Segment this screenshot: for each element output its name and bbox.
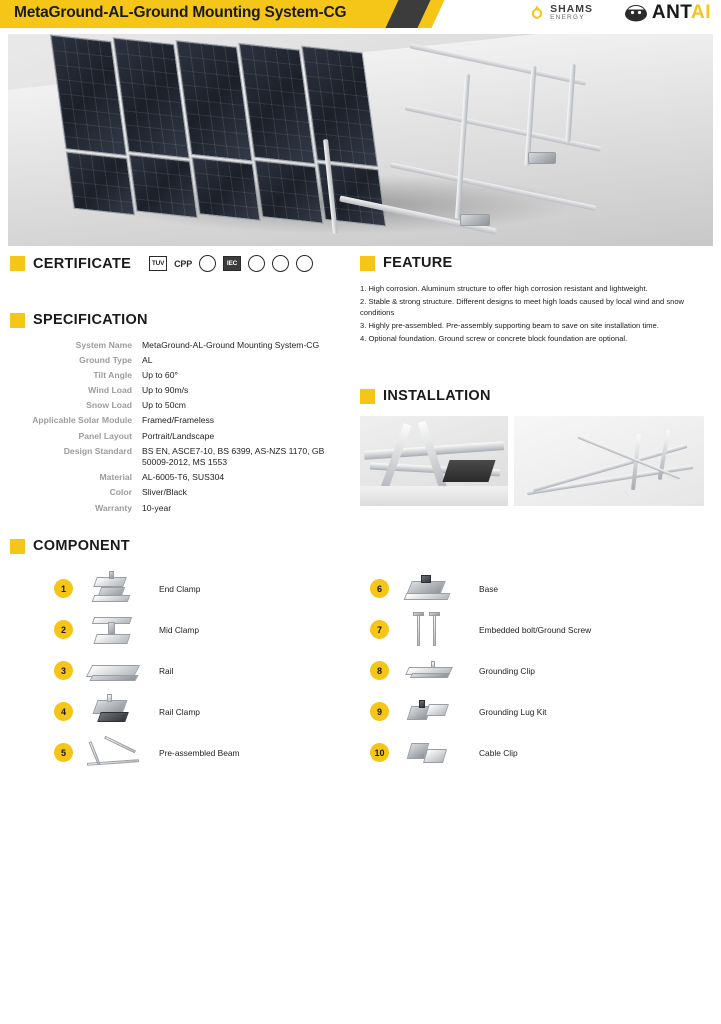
component-number: 3: [54, 661, 73, 680]
spec-label: System Name: [75, 340, 132, 350]
component-label: Base: [479, 583, 499, 594]
shams-logo-sub: ENERGY: [550, 14, 585, 22]
component-item-mid-clamp: [10, 609, 360, 650]
cable-clip-icon: [401, 735, 457, 771]
iec-badge-icon: IEC: [223, 256, 241, 271]
component-number: 6: [370, 579, 389, 598]
solar-panel: [66, 151, 135, 215]
base-icon: [401, 571, 457, 607]
specification-title: SPECIFICATION: [33, 312, 148, 328]
antai-logo-ant: ANT: [651, 2, 691, 23]
spec-row: [10, 385, 355, 397]
component-label: Grounding Lug Kit: [479, 706, 547, 717]
component-column-right: [360, 568, 710, 773]
component-number: 1: [54, 579, 73, 598]
antai-logo-ai: AI: [691, 2, 711, 23]
feature-item: 1. High corrosion. Aluminum structure to offer high corrosion resistant and lightweight.: [360, 284, 648, 293]
antai-emblem-icon: [624, 3, 648, 23]
component-label: Rail: [159, 665, 174, 676]
feature-heading: [360, 255, 712, 271]
ul-mark-badge-icon: [199, 255, 216, 272]
component-item-base: [360, 568, 710, 609]
grounding-clip-icon: [401, 653, 457, 689]
tuv-badge-icon: TUV: [149, 256, 167, 271]
spec-value: 10-year: [142, 502, 172, 513]
component-label: End Clamp: [159, 583, 201, 594]
component-columns: [10, 568, 710, 773]
sun-icon: [529, 5, 545, 21]
bracket-shape: [442, 460, 495, 482]
component-item-embedded-bolt: [360, 609, 710, 650]
spec-label: Applicable Solar Module: [32, 415, 132, 426]
spec-label: Material: [99, 472, 132, 483]
feature-section: [360, 255, 712, 346]
spec-label: Color: [109, 487, 132, 498]
end-clamp-icon: [85, 571, 141, 607]
mid-clamp-icon: [85, 612, 141, 648]
specification-section: [10, 312, 355, 518]
spec-label: Wind Load: [88, 385, 132, 396]
feature-item: 3. Highly pre-assembled. Pre-assembly supporting beam to save on site installation time.: [360, 321, 659, 330]
spec-row: [10, 487, 355, 499]
spec-value: MetaGround-AL-Ground Mounting System-CG: [142, 340, 320, 350]
component-item-rail: [10, 650, 360, 691]
spec-row: [10, 400, 355, 412]
spec-value: Up to 90m/s: [142, 385, 189, 396]
spec-label: Tilt Angle: [93, 370, 132, 381]
spec-label: Design Standard: [63, 445, 132, 456]
component-label: Grounding Clip: [479, 665, 535, 676]
q-mark-badge-icon: [248, 255, 265, 272]
feature-list: [360, 283, 712, 344]
solar-panel: [191, 157, 260, 221]
spec-row: [10, 472, 355, 484]
component-label: Rail Clamp: [159, 706, 200, 717]
spec-row: [10, 503, 355, 515]
spec-row: [10, 431, 355, 443]
component-number: 2: [54, 620, 73, 639]
foundation-base: [460, 214, 490, 226]
component-number: 10: [370, 743, 389, 762]
solar-panel: [129, 154, 198, 218]
component-column-left: [10, 568, 360, 773]
spec-row: [10, 415, 355, 427]
section-marker-icon: [360, 256, 375, 271]
installation-title: INSTALLATION: [383, 388, 491, 404]
spec-value: AL: [142, 355, 153, 366]
page-header: [0, 0, 721, 34]
ground-shape: [360, 486, 508, 506]
spec-value: AL-6005-T6, SUS304: [142, 472, 225, 483]
spec-label: Ground Type: [79, 355, 132, 366]
rail-icon: [85, 653, 141, 689]
ul-badge-icon: [296, 255, 313, 272]
section-marker-icon: [10, 313, 25, 328]
certificate-section: [10, 255, 340, 272]
component-label: Pre-assembled Beam: [159, 747, 240, 758]
shams-logo-text: [550, 4, 593, 22]
certificate-badges: [149, 255, 313, 272]
spec-value: Framed/Frameless: [142, 415, 215, 426]
installation-image-frame-assembly: [514, 416, 704, 506]
solar-panel: [254, 160, 323, 224]
page-title: MetaGround-AL-Ground Mounting System-CG: [14, 4, 347, 21]
grounding-lug-kit-icon: [401, 694, 457, 730]
component-number: 4: [54, 702, 73, 721]
specification-table: [10, 340, 355, 514]
spec-row: [10, 370, 355, 382]
section-marker-icon: [10, 539, 25, 554]
component-number: 8: [370, 661, 389, 680]
solar-panel-array: [49, 34, 432, 246]
sgs-badge-icon: [272, 255, 289, 272]
installation-images: [360, 416, 712, 506]
feature-item: 4. Optional foundation. Ground screw or concrete block foundation are optional.: [360, 334, 628, 343]
component-section: [10, 538, 710, 773]
component-number: 7: [370, 620, 389, 639]
shams-logo-name: SHAMS: [550, 3, 593, 15]
antai-logo-text: [652, 2, 711, 24]
foundation-base: [528, 152, 556, 164]
spec-row: [10, 355, 355, 367]
component-item-grounding-lug-kit: [360, 691, 710, 732]
spec-value: Sliver/Black: [142, 487, 187, 498]
spec-value: Portrait/Landscape: [142, 430, 215, 441]
component-label: Cable Clip: [479, 747, 518, 758]
feature-item: 2. Stable & strong structure. Different designs to meet high loads caused by local wind and snow conditions: [360, 297, 685, 317]
component-title: COMPONENT: [33, 538, 130, 554]
embedded-bolt-ground-screw-icon: [401, 612, 457, 648]
section-marker-icon: [360, 389, 375, 404]
pre-assembled-beam-icon: [85, 735, 141, 771]
component-item-grounding-clip: [360, 650, 710, 691]
component-item-pre-assembled-beam: [10, 732, 360, 773]
component-item-end-clamp: [10, 568, 360, 609]
installation-heading: [360, 388, 712, 404]
component-number: 9: [370, 702, 389, 721]
spec-label: Snow Load: [86, 400, 132, 411]
component-item-cable-clip: [360, 732, 710, 773]
installation-section: [360, 388, 712, 506]
spec-row: [10, 446, 355, 469]
certificate-title: CERTIFICATE: [33, 255, 132, 272]
component-label: Embedded bolt/Ground Screw: [479, 624, 592, 635]
spec-value: BS EN, ASCE7-10, BS 6399, AS-NZS 1170, GB 50009-2012, MS 1553: [142, 445, 325, 468]
antai-logo: [624, 2, 711, 24]
component-label: Mid Clamp: [159, 624, 200, 635]
spec-label: Panel Layout: [78, 430, 132, 441]
rail-clamp-icon: [85, 694, 141, 730]
specification-heading: [10, 312, 355, 328]
hero-product-image: [8, 34, 713, 246]
component-heading: [10, 538, 710, 554]
component-number: 5: [54, 743, 73, 762]
spec-value: Up to 60°: [142, 370, 178, 381]
spec-value: Up to 50cm: [142, 400, 186, 411]
shams-energy-logo: [529, 4, 593, 22]
component-item-rail-clamp: [10, 691, 360, 732]
certificate-heading: [10, 256, 131, 272]
section-marker-icon: [10, 256, 25, 271]
spec-row: [10, 340, 355, 352]
feature-title: FEATURE: [383, 255, 453, 271]
spec-label: Warranty: [95, 502, 132, 513]
cpp-badge-icon: CPP: [174, 258, 192, 269]
installation-image-clamp-detail: [360, 416, 508, 506]
